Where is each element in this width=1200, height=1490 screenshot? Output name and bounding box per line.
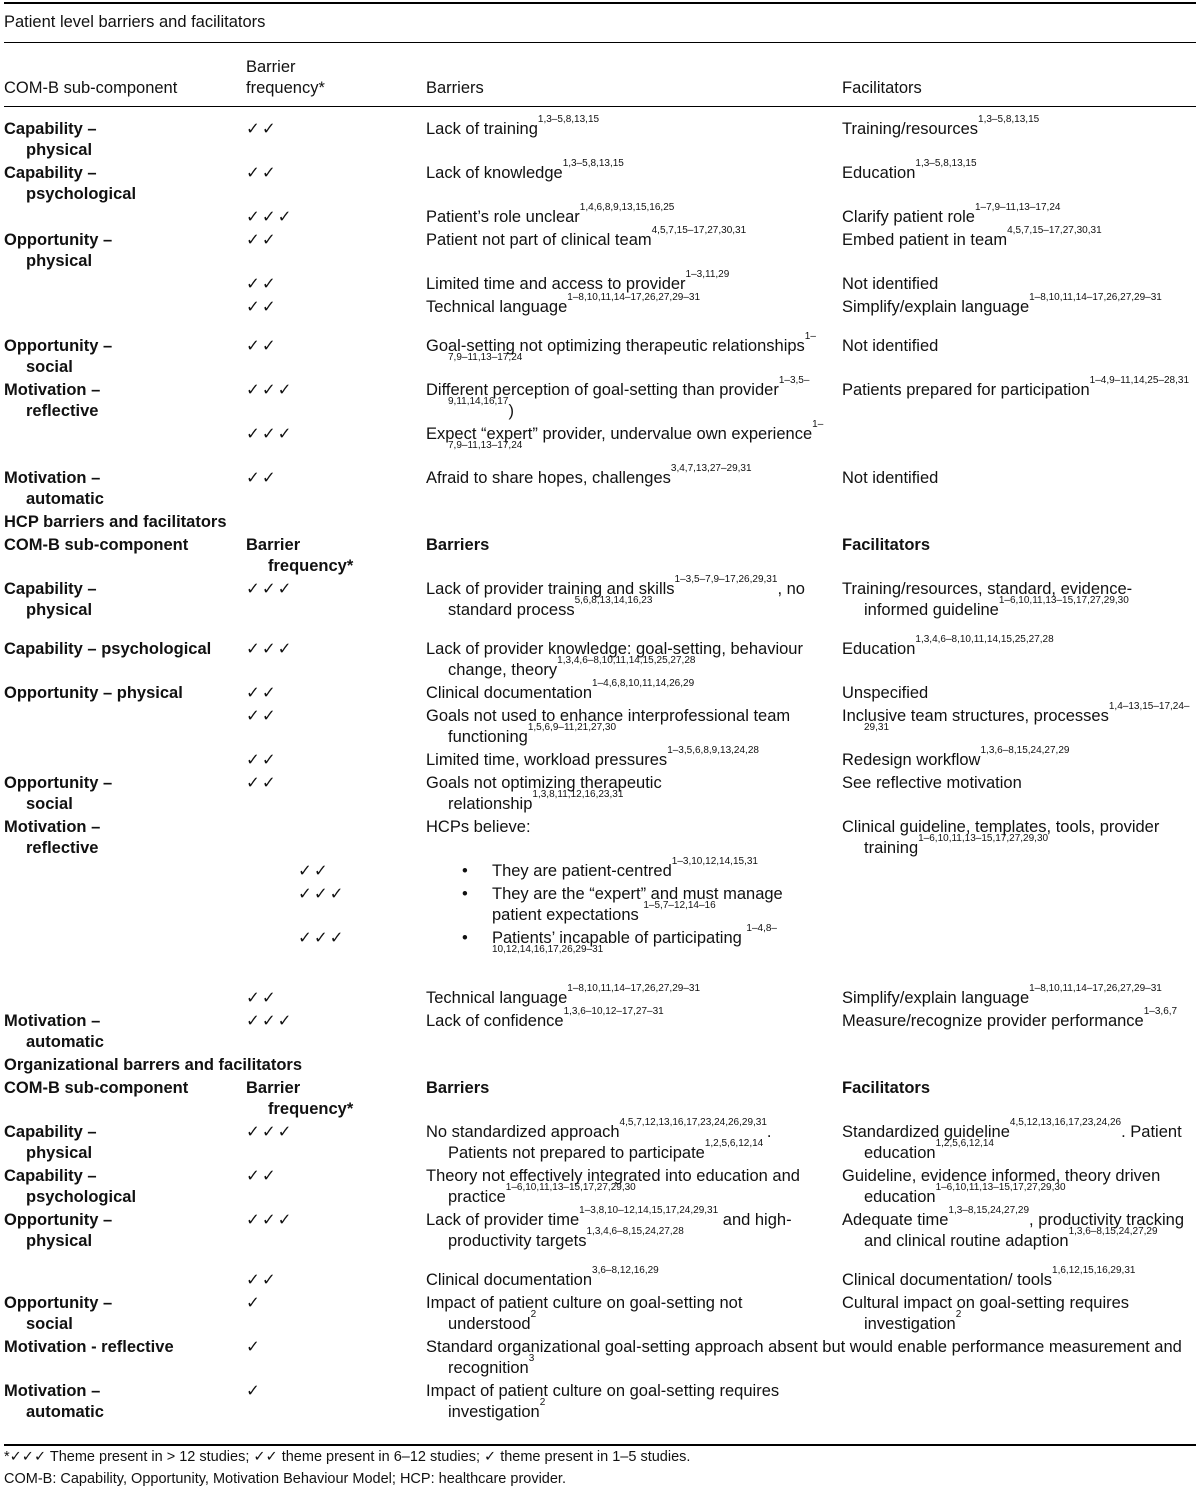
barrier-frequency: ✓ [246,1382,262,1400]
table-title: Patient level barriers and facilitators [4,13,266,31]
barrier-cell: Limited time and access to provider$^{1-3,11,29}$ [426,269,730,293]
row-component: Opportunity – physical [4,231,113,270]
barrier-cell: Goals not used to enhance interprofessional team functioning$^{1,5,6,9-11,21,27,30}$ [426,707,791,746]
barrier-cell: Goals not optimizing therapeutic relationship$^{1,3,8,11,12,16,23,31}$ [426,774,662,813]
facilitator-cell: Simplify/explain language$^{1-8,10,11,14-17,26,27,29-31}$ [842,292,1162,316]
barrier-frequency: ✓✓✓ [246,208,294,226]
row-component: Capability – physical [4,580,97,619]
facilitator-cell: Cultural impact on goal-setting requires investigation$^2$ [842,1294,1130,1333]
barrier-cell: Patient not part of clinical team$^{4,5,7,15-17,27,30,31}$ [426,225,747,249]
barrier-cell: Lack of provider knowledge: goal-setting, behaviour change, theory$^{1,3,4,6-8,10,11,14,15,25,27,28}$ [426,640,803,679]
facilitator-cell: Clinical guideline, templates, tools, provider training$^{1-6,10,11,13-15,17,27,29,30}$ [842,818,1160,857]
row-component [4,705,246,749]
barrier-frequency [246,816,426,860]
row-component [4,423,246,467]
barrier-frequency: ✓✓ [246,1167,278,1185]
barrier-cell: Lack of provider time$^{1-3,8,10-12,14,15,17,24,29,31}$ and high-productivity targets$^{1,3,4,6-8,15,24,27,28}$ [426,1205,792,1250]
column-header-barriers: Barriers [426,536,490,554]
col-header-frequency-line2: frequency* [246,79,325,97]
facilitator-cell: Education$^{1,3,4,6-8,10,11,14,15,25,27,28}$ [842,634,1054,658]
column-header-facilitators: Facilitators [842,1079,931,1097]
facilitator-cell [842,423,1196,467]
barrier-cell: Expect “expert” provider, undervalue own experience$^{1-7,9-11,13-17,24}$ [426,419,824,451]
row-component: Motivation – automatic [4,1382,104,1421]
row-component: Motivation - reflective [4,1338,174,1356]
facilitator-cell: Measure/recognize provider performance$^{1-3,6,7}$ [842,1006,1178,1030]
facilitator-cell: Adequate time$^{1,3-8,15,24,27,29}$, productivity tracking and clinical routine adaption$^{1,3,6-8,15,24,27,29}$ [842,1205,1185,1250]
barrier-cell: Patient’s role unclear$^{1,4,6,8,9,13,15,16,25}$ [426,202,675,226]
barrier-cell: Technical language$^{1-8,10,11,14-17,26,27,29-31}$ [426,983,701,1007]
barrier-cell: • They are the “expert” and must manage patient expectations $^{1-5,7-12,14-16}$ [462,885,783,924]
barrier-frequency: ✓✓ [246,469,278,487]
column-header-frequency: Barrier frequency* [246,536,354,575]
barrier-cell: Different perception of goal-setting than provider$^{1-3,5-9,11,14,16,17}$) [426,375,810,420]
facilitator-cell: Education$^{1,3-5,8,13,15}$ [842,158,977,182]
facilitator-cell: Redesign workflow$^{1,3,6-8,15,24,27,29}$ [842,745,1070,769]
footnote-legend: *✓✓✓ Theme present in > 12 studies; ✓✓ theme present in 6–12 studies; ✓ theme present in 1–5 studies. [4,1449,691,1465]
barrier-frequency: ✓✓✓ [246,580,294,598]
facilitator-cell: Not identified [842,337,939,355]
facilitator-cell: Embed patient in team$^{4,5,7,15-17,27,30,31}$ [842,225,1102,249]
barrier-frequency: ✓✓ [246,1271,278,1289]
barrier-cell: Lack of provider training and skills$^{1-3,5-7,9-17,26,29,31}$, no standard process$^{5,6,8,13,14,16,23}$ [426,574,805,619]
column-header-component: COM-B sub-component [4,536,189,554]
barrier-frequency: ✓✓ [246,164,278,182]
row-component [4,883,246,927]
row-gap [4,319,1196,335]
barrier-frequency: ✓✓✓ [246,381,294,399]
facilitator-cell [842,1380,1196,1424]
barrier-frequency: ✓✓✓ [246,1012,294,1030]
facilitator-cell: See reflective motivation [842,774,1022,792]
col-header-frequency [246,57,426,99]
column-header-facilitators: Facilitators [842,536,931,554]
row-component: Opportunity – physical [4,1211,113,1250]
table-body [4,107,1196,1436]
row-component: Capability – psychological [4,164,137,203]
row-component [4,1269,246,1292]
section-heading: HCP barriers and facilitators [4,513,227,531]
barrier-frequency: ✓ [246,1338,262,1356]
barrier-cell: Lack of confidence$^{1,3,6-10,12-17,27-31}$ [426,1006,664,1030]
row-component [4,296,246,319]
section-heading: Organizational barrers and facilitators [4,1056,302,1074]
facilitator-cell: Simplify/explain language$^{1-8,10,11,14-17,26,27,29-31}$ [842,983,1162,1007]
facilitator-cell: Patients prepared for participation$^{1-4,9-11,14,25-28,31}$ [842,375,1190,399]
barrier-frequency: ✓✓ [246,751,278,769]
barrier-frequency: ✓✓ [246,298,278,316]
barrier-cell: • Patients’ incapable of participating $^{1-4,8-10,12,14,16,17,26,29-31}$ [462,923,777,955]
barrier-cell: Standard organizational goal-setting approach absent but would enable performance measurement and recognition$^3$ [426,1338,1182,1377]
col-header-facilitators: Facilitators [842,79,922,97]
row-component: Capability – psychological [4,1167,137,1206]
barrier-frequency: ✓✓✓ [298,929,346,947]
barrier-frequency: ✓✓ [246,275,278,293]
facilitator-cell: Not identified [842,275,939,293]
barrier-cell: HCPs believe: [426,818,531,836]
row-component: Opportunity – social [4,774,113,813]
barrier-frequency: ✓ [246,1294,262,1312]
facilitator-cell: Unspecified [842,684,929,702]
facilitator-cell [842,883,1196,927]
row-component: Motivation – automatic [4,469,104,508]
row-component [4,927,246,971]
facilitator-cell: Training/resources, standard, evidence-informed guideline$^{1-6,10,11,13-15,17,27,29,30}$ [842,580,1133,619]
barrier-cell: • They are patient-centred$^{1-3,10,12,14,15,31}$ [462,856,758,880]
barrier-frequency: ✓✓ [246,120,278,138]
barrier-cell: Impact of patient culture on goal-setting not understood$^2$ [426,1294,743,1333]
row-component: Capability – psychological [4,640,212,658]
barrier-cell: Lack of knowledge$^{1,3-5,8,13,15}$ [426,158,624,182]
row-component [4,987,246,1010]
row-component [4,206,246,229]
barrier-frequency: ✓✓ [246,684,278,702]
facilitator-cell [842,927,1196,971]
col-header-barriers: Barriers [426,79,484,97]
barrier-frequency: ✓✓ [298,862,330,880]
row-component: Motivation – automatic [4,1012,104,1051]
barrier-cell: Clinical documentation$^{3,6-8,12,16,29}$ [426,1265,659,1289]
barrier-frequency: ✓✓ [246,707,278,725]
barrier-frequency: ✓✓✓ [246,1211,294,1229]
column-header-frequency: Barrier frequency* [246,1079,354,1118]
barrier-cell: Theory not effectively integrated into education and practice$^{1-6,10,11,13-15,17,27,29,30}$ [426,1167,800,1206]
row-component: Motivation – reflective [4,381,101,420]
row-component: Opportunity – physical [4,684,183,702]
barrier-frequency: ✓✓✓ [246,1123,294,1141]
barrier-cell: Clinical documentation$^{1-4,6,8,10,11,14,26,29}$ [426,678,695,702]
barrier-frequency: ✓✓✓ [298,885,346,903]
barrier-frequency: ✓✓ [246,774,278,792]
column-header-barriers: Barriers [426,1079,490,1097]
row-component [4,860,246,883]
facilitator-cell: Guideline, evidence informed, theory driven education$^{1-6,10,11,13-15,17,27,29,30}$ [842,1167,1161,1206]
barrier-cell: Afraid to share hopes, challenges$^{3,4,7,13,27-29,31}$ [426,463,752,487]
row-component: Capability – physical [4,1123,97,1162]
barrier-cell: Goal-setting not optimizing therapeutic relationships$^{1-7,9-11,13-17,24}$ [426,331,816,363]
barrier-frequency: ✓✓✓ [246,425,294,443]
facilitator-cell: Not identified [842,469,939,487]
footnote-abbrev: COM-B: Capability, Opportunity, Motivation Behaviour Model; HCP: healthcare provider. [4,1471,566,1487]
barrier-frequency: ✓✓✓ [246,640,294,658]
barrier-cell: Technical language$^{1-8,10,11,14-17,26,27,29-31}$ [426,292,701,316]
facilitator-cell: Clinical documentation/ tools$^{1,6,12,15,16,29,31}$ [842,1265,1136,1289]
barrier-frequency: ✓✓ [246,989,278,1007]
table-header-row [4,43,1196,106]
barrier-cell: Impact of patient culture on goal-setting requires investigation$^2$ [426,1382,780,1421]
col-header-frequency-line1: Barrier [246,58,296,76]
facilitator-cell: Training/resources$^{1,3-5,8,13,15}$ [842,114,1040,138]
facilitator-cell [842,860,1196,883]
facilitator-cell: Inclusive team structures, processes$^{1,4-13,15-17,24-29,31}$ [842,701,1190,733]
facilitator-cell: Standardized guideline$^{4,5,12,13,16,17,23,24,26}$. Patient education$^{1,2,5,6,12,14}$ [842,1117,1182,1162]
row-component: Opportunity – social [4,337,113,376]
row-component [4,749,246,772]
facilitator-cell: Clarify patient role$^{1-7,9-11,13-17,24}$ [842,202,1061,226]
barrier-frequency: ✓✓ [246,231,278,249]
row-component: Opportunity – social [4,1294,113,1333]
barrier-frequency: ✓✓ [246,337,278,355]
row-component [4,273,246,296]
barrier-cell: Limited time, workload pressures$^{1-3,5,6,8,9,13,24,28}$ [426,745,759,769]
column-header-component: COM-B sub-component [4,1079,189,1097]
row-component: Capability – physical [4,120,97,159]
barrier-cell: No standardized approach$^{4,5,7,12,13,16,17,23,24,26,29,31}$. Patients not prepared to participate$^{1,2,5,6,12,14}$ [426,1117,772,1162]
row-component: Motivation – reflective [4,818,101,857]
barrier-cell: Lack of training$^{1,3-5,8,13,15}$ [426,114,600,138]
col-header-component: COM-B sub-component [4,79,178,97]
